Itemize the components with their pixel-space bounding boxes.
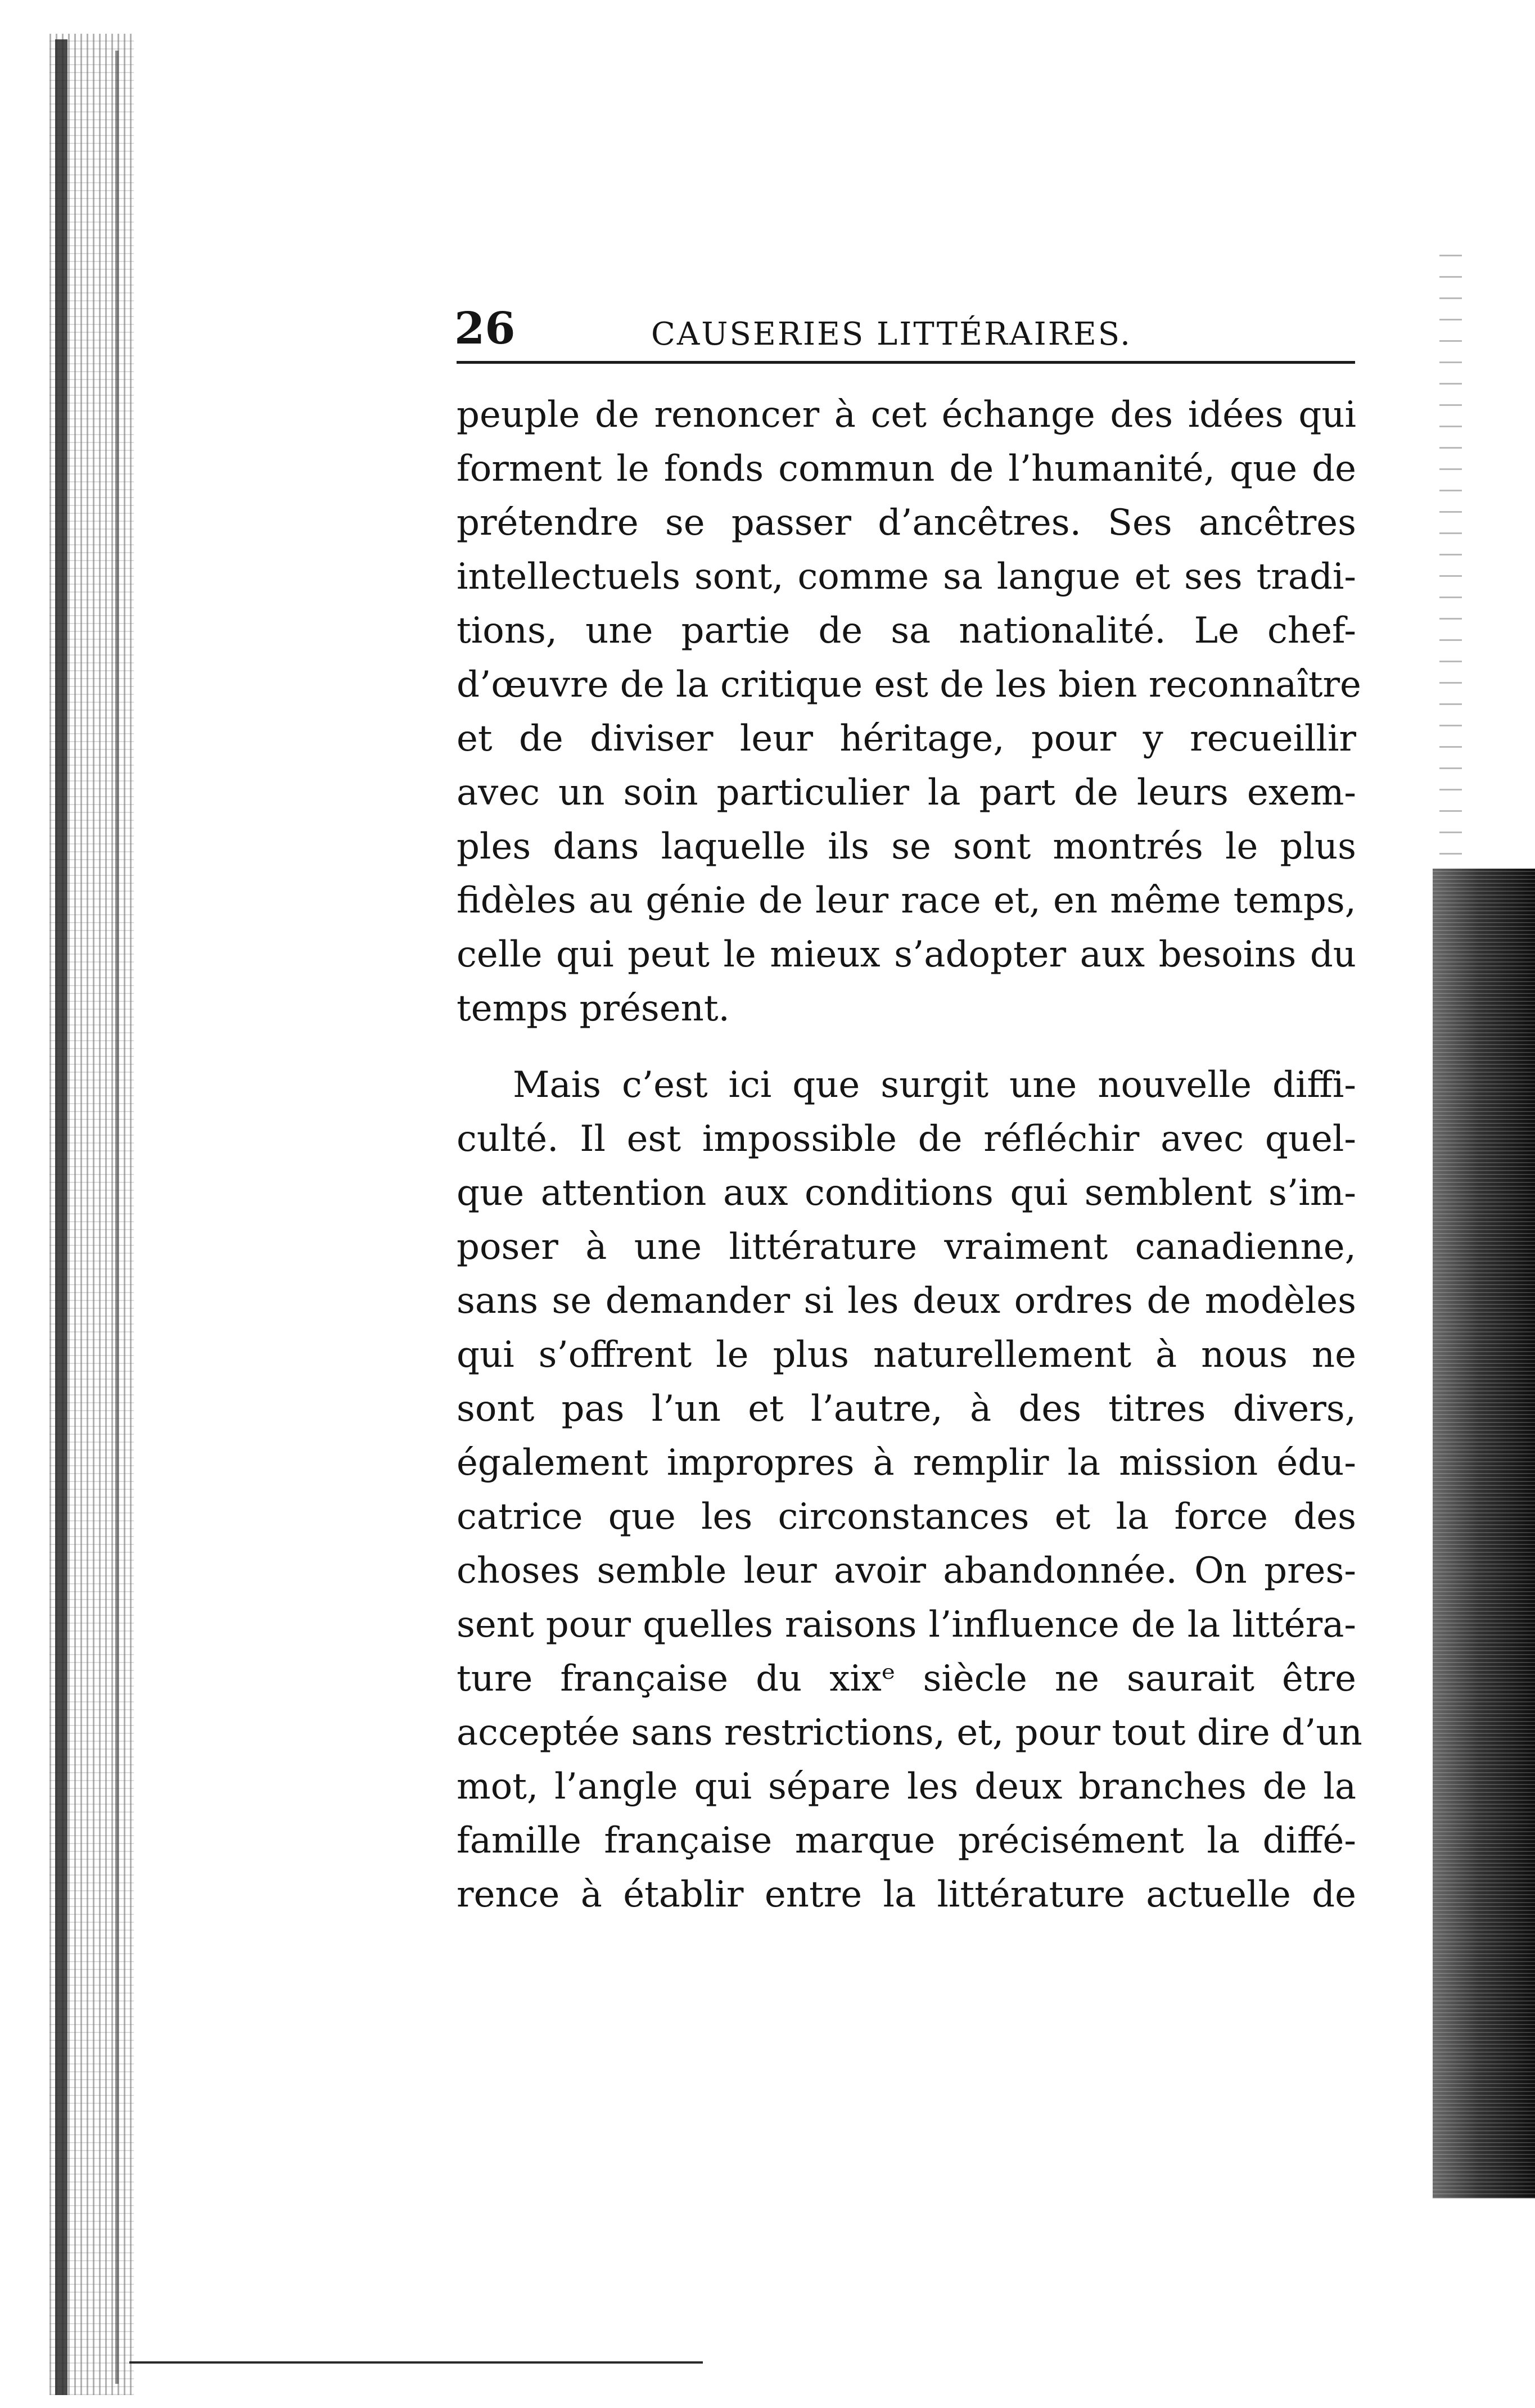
text-line: fidèles au génie de leur race et, en même temps,	[457, 880, 1356, 921]
text-line: poser à une littérature vraiment canadienne,	[457, 1226, 1356, 1268]
text-line: ture française du xixᵉ siècle ne saurait être	[457, 1658, 1356, 1700]
text-line: choses semble leur avoir abandonnée. On pres-	[457, 1550, 1356, 1592]
text-line: également impropres à remplir la mission édu-	[457, 1442, 1356, 1484]
body-text	[457, 388, 1362, 1922]
text-line: qui s’offrent le plus naturellement à nous ne	[457, 1334, 1356, 1376]
text-line: celle qui peut le mieux s’adopter aux besoins du	[457, 934, 1356, 975]
text-line: Mais c’est ici que surgit une nouvelle diffi-	[513, 1064, 1356, 1106]
text-line: forment le fonds commun de l’humanité, que de	[457, 448, 1356, 490]
page-number: 26	[454, 303, 516, 354]
text-line: sent pour quelles raisons l’influence de la littéra-	[457, 1604, 1356, 1646]
bottom-scan-line	[129, 2361, 703, 2364]
text-line: prétendre se passer d’ancêtres. Ses ancêtres	[457, 502, 1356, 544]
text-line: sont pas l’un et l’autre, à des titres divers,	[457, 1388, 1356, 1430]
text-line: tions, une partie de sa nationalité. Le chef-	[457, 610, 1356, 652]
paragraph-gap	[457, 1036, 1356, 1058]
text-line: famille française marque précisément la diffé-	[457, 1820, 1356, 1862]
text-line: culté. Il est impossible de réfléchir avec quel-	[457, 1118, 1356, 1160]
paragraph-2	[457, 1058, 1362, 1922]
text-line: peuple de renoncer à cet échange des idées qui	[457, 394, 1356, 436]
text-line: ples dans laquelle ils se sont montrés le plus	[457, 826, 1356, 868]
running-header	[454, 292, 1355, 360]
text-line: temps présent.	[457, 988, 730, 1029]
text-line: sans se demander si les deux ordres de modèles	[457, 1280, 1356, 1322]
running-title: CAUSERIES LITTÉRAIRES.	[651, 316, 1132, 353]
scan-edge-shadow	[1433, 869, 1535, 2198]
binding-edge	[55, 39, 67, 2395]
text-line: et de diviser leur héritage, pour y recueillir	[457, 718, 1356, 760]
text-line: mot, l’angle qui sépare les deux branches de la	[457, 1766, 1356, 1808]
text-line: d’œuvre de la critique est de les bien reconnaître	[457, 664, 1361, 706]
text-line: catrice que les circonstances et la force des	[457, 1496, 1356, 1538]
text-line: que attention aux conditions qui semblent s’im-	[457, 1172, 1356, 1214]
text-line: rence à établir entre la littérature actuelle de	[457, 1874, 1356, 1915]
paragraph-1	[457, 388, 1361, 1036]
text-line: intellectuels sont, comme sa langue et ses tradi-	[457, 556, 1356, 598]
text-line: avec un soin particulier la part de leurs exem-	[457, 772, 1356, 814]
binding-line	[115, 51, 119, 2384]
text-line: acceptée sans restrictions, et, pour tout dire d’un	[457, 1712, 1362, 1754]
header-rule	[457, 361, 1355, 364]
scan-specks	[1439, 236, 1462, 855]
